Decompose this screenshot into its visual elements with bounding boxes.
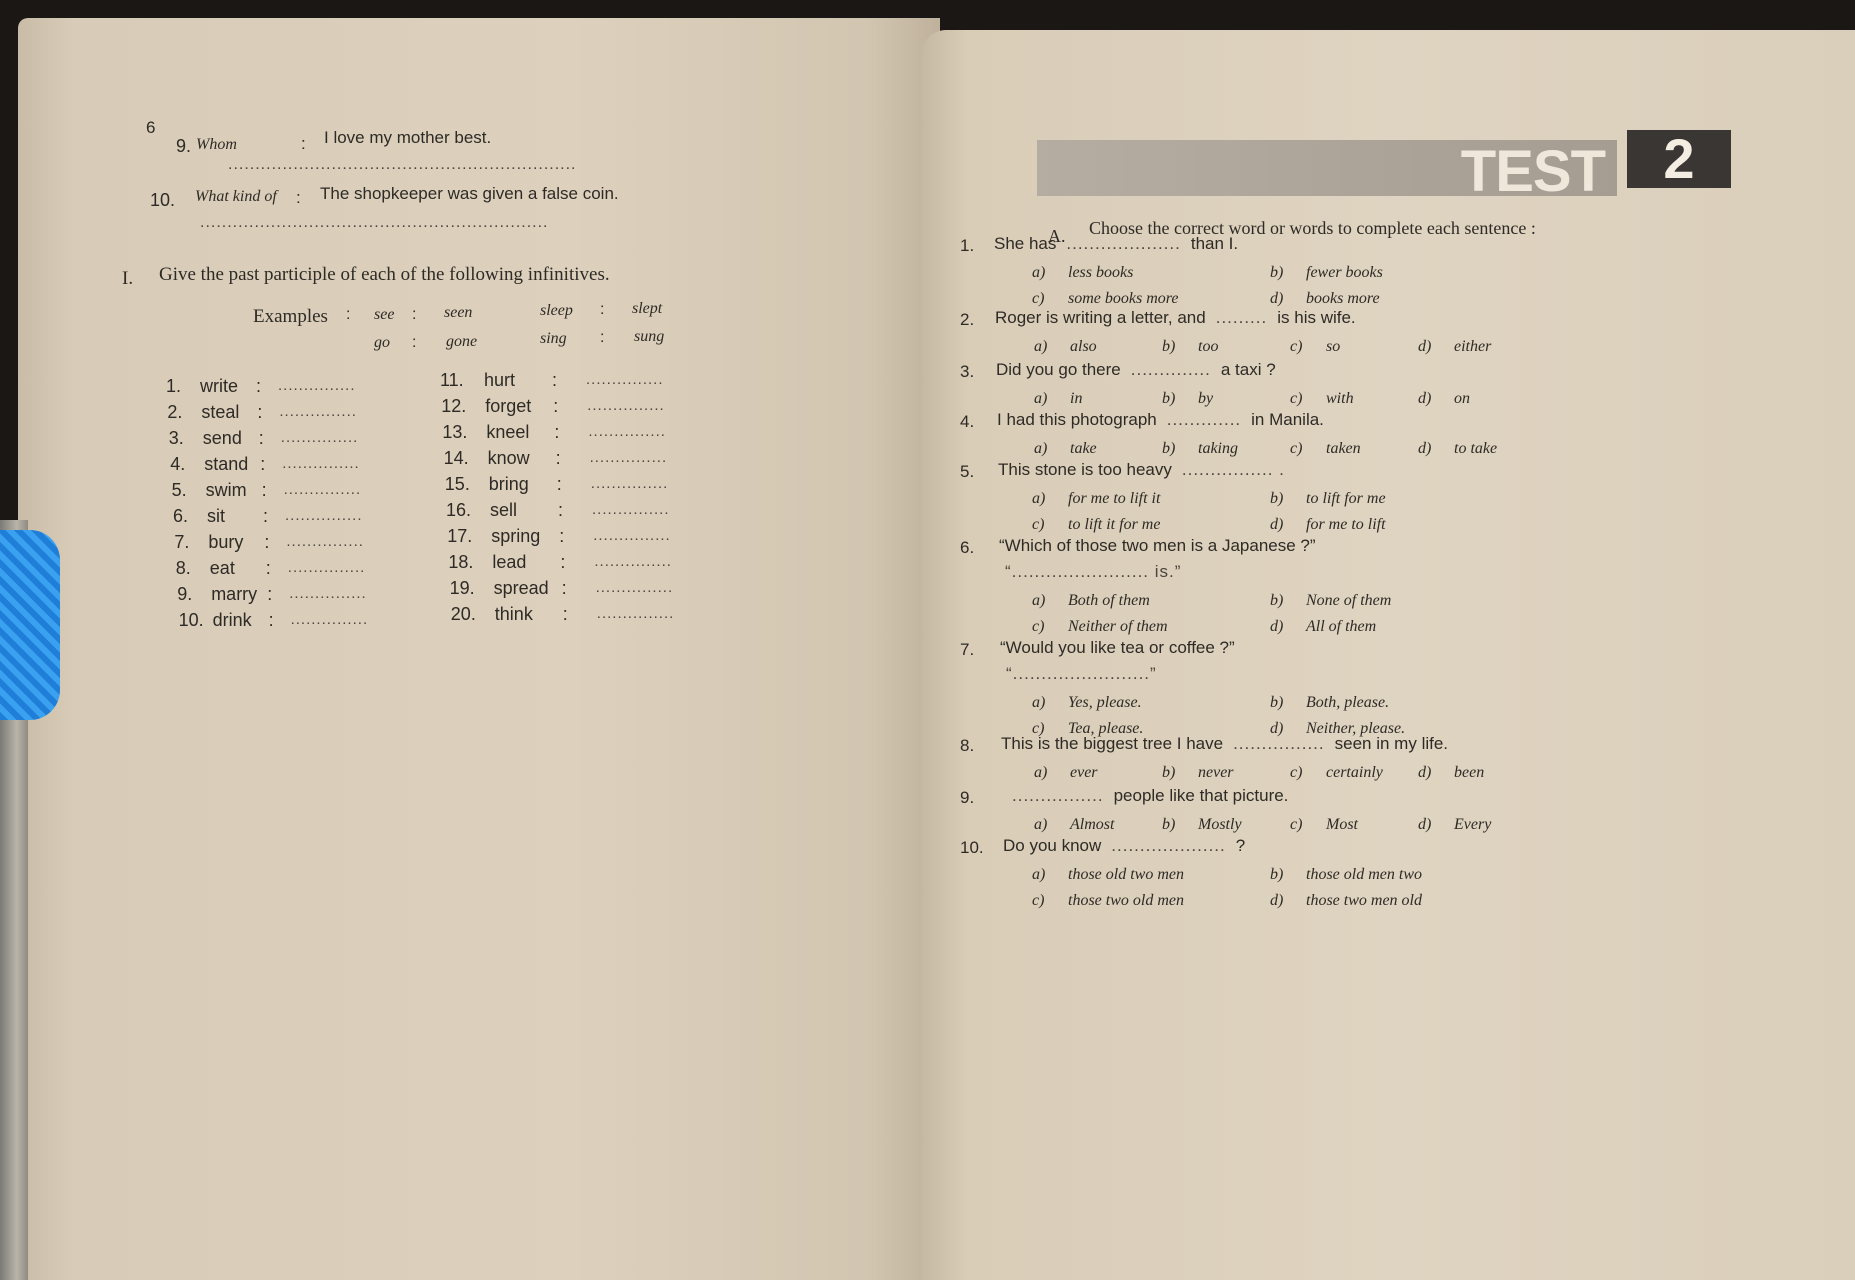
option-letter: c) xyxy=(1032,516,1045,533)
option-letter: d) xyxy=(1418,338,1432,355)
answer-blank: ............... xyxy=(287,559,366,576)
verb-number: 3. xyxy=(168,428,184,448)
example-infinitive: go xyxy=(374,334,390,351)
answer-line: ................................................................ xyxy=(200,214,549,231)
answer-blank: ............... xyxy=(285,507,363,524)
sentence-start: She has xyxy=(994,234,1057,253)
colon: : xyxy=(263,506,269,526)
verb-number: 8. xyxy=(175,558,191,578)
colon: : xyxy=(555,448,561,468)
option-text: to lift it for me xyxy=(1068,516,1161,533)
option-text: with xyxy=(1326,390,1354,407)
question-sentence xyxy=(998,460,1295,480)
option-letter: a) xyxy=(1032,490,1046,507)
example-participle: seen xyxy=(444,304,473,321)
colon: : xyxy=(257,402,263,422)
colon: : xyxy=(264,532,270,552)
colon: : xyxy=(267,584,273,604)
option-text: for me to lift it xyxy=(1068,490,1161,507)
question-number: 10. xyxy=(960,838,984,857)
item-number: 10. xyxy=(150,190,176,210)
verb-number: 14. xyxy=(443,448,469,468)
verb-number: 15. xyxy=(444,474,470,494)
option-text: to lift for me xyxy=(1306,490,1386,507)
option-letter: a) xyxy=(1032,694,1046,711)
verb-infinitive: sell xyxy=(490,500,518,520)
answer-blank: ............... xyxy=(290,611,369,628)
option-letter: c) xyxy=(1290,440,1303,457)
colon: : xyxy=(559,526,565,546)
option-letter: a) xyxy=(1032,866,1046,883)
option-letter: d) xyxy=(1270,720,1284,737)
answer-blank: .............. xyxy=(1130,360,1211,379)
answer-blank: ................ xyxy=(1012,786,1104,805)
verb-infinitive: steal xyxy=(201,402,240,422)
option-text: None of them xyxy=(1306,592,1392,609)
colon: : xyxy=(268,610,274,630)
option-text: Most xyxy=(1326,816,1358,833)
sentence-start: “Which of those two men is a Japanese ?” xyxy=(999,536,1316,555)
answer-blank: ............... xyxy=(279,403,357,420)
option-text: taking xyxy=(1198,440,1238,457)
option-letter: c) xyxy=(1032,720,1045,737)
answer-blank: ......... xyxy=(1215,308,1268,327)
verb-number: 18. xyxy=(448,552,474,572)
question-sentence xyxy=(1003,836,1245,856)
verb-infinitive: spread xyxy=(493,578,549,598)
answer-blank: ............... xyxy=(289,585,367,602)
question-sentence xyxy=(997,410,1324,430)
question-word: What kind of xyxy=(195,188,277,205)
option-text: Mostly xyxy=(1198,816,1242,833)
option-letter: a) xyxy=(1034,764,1048,781)
item-sentence: The shopkeeper was given a false coin. xyxy=(320,184,619,203)
option-letter: d) xyxy=(1418,440,1432,457)
answer-blank: ............... xyxy=(586,371,664,388)
sentence-end: ? xyxy=(1235,836,1246,855)
option-text: never xyxy=(1198,764,1234,781)
option-letter: d) xyxy=(1418,764,1432,781)
colon: : xyxy=(600,329,605,346)
option-text: in xyxy=(1070,390,1083,407)
sentence-end: in Manila. xyxy=(1251,410,1324,429)
example-infinitive: sleep xyxy=(540,302,573,319)
question-sentence xyxy=(1001,734,1448,754)
question-number: 8. xyxy=(960,736,975,755)
test-number: 2 xyxy=(1663,127,1695,190)
option-letter: b) xyxy=(1270,694,1284,711)
answer-blank: ............... xyxy=(589,449,668,466)
option-letter: c) xyxy=(1290,390,1303,407)
verb-number: 7. xyxy=(174,532,190,552)
option-letter: a) xyxy=(1032,264,1046,281)
option-letter: c) xyxy=(1290,764,1303,781)
verb-infinitive: think xyxy=(494,604,533,624)
question-number: 3. xyxy=(960,362,975,381)
option-text: been xyxy=(1454,764,1485,781)
answer-blank: “........................ is.” xyxy=(1005,562,1182,581)
option-text: too xyxy=(1198,338,1219,355)
option-text: also xyxy=(1070,338,1097,355)
sentence-end: than I. xyxy=(1190,234,1239,253)
question-number: 9. xyxy=(960,788,975,807)
option-letter: b) xyxy=(1162,390,1176,407)
colon: : xyxy=(261,480,267,500)
answer-blank: ............... xyxy=(588,423,666,440)
verb-number: 12. xyxy=(441,396,467,416)
section-instruction: Choose the correct word or words to complete each sentence : xyxy=(1089,218,1536,238)
colon: : xyxy=(600,301,605,318)
question-number: 7. xyxy=(960,640,975,659)
verb-infinitive: write xyxy=(200,376,239,396)
verb-infinitive: bring xyxy=(488,474,529,494)
option-text: ever xyxy=(1070,764,1098,781)
colon: : xyxy=(258,428,264,448)
option-text: take xyxy=(1070,440,1097,457)
sentence-end: seen in my life. xyxy=(1334,734,1449,753)
option-letter: c) xyxy=(1032,618,1045,635)
option-letter: b) xyxy=(1162,440,1176,457)
sentence-start: “Would you like tea or coffee ?” xyxy=(1000,638,1235,657)
left-page xyxy=(18,18,940,1280)
answer-blank: ............... xyxy=(280,429,359,446)
option-text: for me to lift xyxy=(1306,516,1386,533)
test-banner xyxy=(1037,139,1617,204)
colon: : xyxy=(256,376,262,396)
verb-number: 19. xyxy=(449,578,475,598)
option-letter: c) xyxy=(1032,290,1045,307)
option-text: less books xyxy=(1068,264,1134,281)
section-label: I. xyxy=(122,268,134,289)
answer-blank: ............... xyxy=(282,455,360,472)
example-infinitive: sing xyxy=(540,330,567,347)
colon: : xyxy=(560,552,566,572)
test-number-box xyxy=(1627,127,1731,190)
colon: : xyxy=(562,604,568,624)
colon: : xyxy=(412,306,417,323)
answer-blank: ............. xyxy=(1166,410,1242,429)
page-number: 6 xyxy=(146,118,156,137)
verb-infinitive: send xyxy=(202,428,242,448)
option-text: either xyxy=(1454,338,1492,355)
question-sentence xyxy=(995,308,1356,328)
sentence-start: Did you go there xyxy=(996,360,1121,379)
option-text: Both of them xyxy=(1068,592,1150,609)
colon: : xyxy=(554,422,560,442)
option-text: those two old men xyxy=(1068,892,1184,909)
question-number: 2. xyxy=(960,310,975,329)
question-sentence xyxy=(999,536,1336,556)
option-letter: b) xyxy=(1162,816,1176,833)
verb-infinitive: swim xyxy=(205,480,247,500)
option-letter: b) xyxy=(1270,264,1284,281)
sentence-end: a taxi ? xyxy=(1220,360,1276,379)
option-text: some books more xyxy=(1068,290,1179,307)
option-letter: c) xyxy=(1290,338,1303,355)
option-letter: c) xyxy=(1290,816,1303,833)
question-number: 1. xyxy=(960,236,975,255)
colon: : xyxy=(346,306,351,323)
colon: : xyxy=(412,334,417,351)
colon: : xyxy=(553,396,559,416)
question-number: 5. xyxy=(960,462,975,481)
colon: : xyxy=(558,500,564,520)
sentence-end: is his wife. xyxy=(1277,308,1356,327)
answer-blank: ................ . xyxy=(1181,460,1285,479)
verb-number: 17. xyxy=(447,526,473,546)
option-text: those two men old xyxy=(1306,892,1422,909)
option-text: fewer books xyxy=(1306,264,1383,281)
option-text: Tea, please. xyxy=(1068,720,1144,737)
option-text: by xyxy=(1198,390,1214,407)
option-text: Both, please. xyxy=(1306,694,1390,711)
example-participle: gone xyxy=(446,333,478,350)
answer-line: ................................................................ xyxy=(228,156,577,173)
verb-infinitive: forget xyxy=(485,396,532,416)
answer-blank: .................... xyxy=(1066,234,1181,253)
option-text: Every xyxy=(1454,816,1492,833)
option-letter: d) xyxy=(1270,290,1284,307)
option-letter: c) xyxy=(1032,892,1045,909)
option-letter: b) xyxy=(1162,764,1176,781)
example-participle: slept xyxy=(632,300,663,317)
sentence-start: Do you know xyxy=(1003,836,1102,855)
verb-infinitive: spring xyxy=(491,526,541,546)
option-text: so xyxy=(1326,338,1341,355)
option-text: taken xyxy=(1326,440,1361,457)
option-text: Almost xyxy=(1070,816,1115,833)
verb-number: 6. xyxy=(173,506,189,526)
verb-infinitive: kneel xyxy=(486,422,530,442)
verb-infinitive: stand xyxy=(204,454,249,474)
section-label: A. xyxy=(1048,226,1066,246)
colon: : xyxy=(552,370,558,390)
option-letter: d) xyxy=(1418,390,1432,407)
answer-blank: ............... xyxy=(283,481,362,498)
example-participle: sung xyxy=(634,328,665,345)
verb-number: 11. xyxy=(440,370,464,390)
question-sentence xyxy=(994,234,1238,254)
examples-label: Examples xyxy=(253,306,328,327)
right-page xyxy=(922,30,1855,1280)
section-instruction: Give the past participle of each of the following infinitives. xyxy=(159,264,610,285)
option-letter: b) xyxy=(1270,866,1284,883)
option-text: on xyxy=(1454,390,1470,407)
test-title: TEST xyxy=(1460,139,1605,204)
verb-infinitive: lead xyxy=(492,552,527,572)
answer-blank: ............... xyxy=(593,527,671,544)
verb-number: 20. xyxy=(450,604,476,624)
sentence-start: I had this photograph xyxy=(997,410,1157,429)
option-letter: a) xyxy=(1034,390,1048,407)
verb-infinitive: drink xyxy=(212,610,252,630)
item-sentence: I love my mother best. xyxy=(324,128,492,147)
sentence-start: Roger is writing a letter, and xyxy=(995,308,1206,327)
option-letter: a) xyxy=(1032,592,1046,609)
verb-number: 1. xyxy=(166,376,182,396)
item-number: 9. xyxy=(176,136,192,156)
option-text: All of them xyxy=(1306,618,1377,635)
verb-number: 13. xyxy=(442,422,468,442)
question-word: Whom xyxy=(196,136,237,153)
verb-infinitive: marry xyxy=(211,584,258,604)
option-text: to take xyxy=(1454,440,1498,457)
answer-blank: ............... xyxy=(286,533,364,550)
option-letter: a) xyxy=(1034,440,1048,457)
question-number: 6. xyxy=(960,538,975,557)
answer-blank: “........................” xyxy=(1006,664,1157,683)
option-text: Neither, please. xyxy=(1306,720,1406,737)
colon: : xyxy=(296,188,301,207)
verb-number: 5. xyxy=(171,480,187,500)
verb-number: 9. xyxy=(177,584,193,604)
answer-blank: ............... xyxy=(594,553,672,570)
option-text: books more xyxy=(1306,290,1380,307)
answer-blank: ............... xyxy=(278,377,356,394)
verb-number: 4. xyxy=(170,454,186,474)
option-letter: d) xyxy=(1270,618,1284,635)
verb-infinitive: know xyxy=(487,448,530,468)
option-letter: b) xyxy=(1270,592,1284,609)
sentence-end: people like that picture. xyxy=(1113,786,1289,805)
question-sentence xyxy=(1002,786,1288,806)
sentence-start: This stone is too heavy xyxy=(998,460,1172,479)
blue-bookmark-tab xyxy=(0,530,60,720)
option-text: those old two men xyxy=(1068,866,1184,883)
verb-number: 16. xyxy=(446,500,472,520)
question-number: 4. xyxy=(960,412,975,431)
question-sentence xyxy=(996,360,1276,380)
answer-blank: ............... xyxy=(590,475,669,492)
colon: : xyxy=(561,578,567,598)
answer-blank: ............... xyxy=(596,605,675,622)
option-letter: d) xyxy=(1418,816,1432,833)
option-text: certainly xyxy=(1326,764,1383,781)
option-letter: b) xyxy=(1162,338,1176,355)
colon: : xyxy=(556,474,562,494)
sentence-start: This is the biggest tree I have xyxy=(1001,734,1224,753)
option-letter: d) xyxy=(1270,892,1284,909)
option-text: Neither of them xyxy=(1068,618,1168,635)
answer-blank: ............... xyxy=(592,501,670,518)
verb-infinitive: bury xyxy=(208,532,244,552)
question-sentence xyxy=(1000,638,1255,658)
verb-infinitive: eat xyxy=(209,558,235,578)
verb-infinitive: hurt xyxy=(484,370,516,390)
answer-blank: ............... xyxy=(595,579,674,596)
option-letter: d) xyxy=(1270,516,1284,533)
colon: : xyxy=(301,134,306,153)
verb-number: 10. xyxy=(178,610,204,630)
verb-number: 2. xyxy=(167,402,183,422)
option-text: Yes, please. xyxy=(1068,694,1142,711)
answer-blank: .................... xyxy=(1111,836,1226,855)
colon: : xyxy=(265,558,271,578)
answer-blank: ............... xyxy=(587,397,665,414)
example-infinitive: see xyxy=(374,306,395,323)
answer-blank: ................ xyxy=(1233,734,1325,753)
option-letter: a) xyxy=(1034,816,1048,833)
option-text: those old men two xyxy=(1306,866,1422,883)
option-letter: a) xyxy=(1034,338,1048,355)
option-letter: b) xyxy=(1270,490,1284,507)
verb-infinitive: sit xyxy=(207,506,225,526)
colon: : xyxy=(260,454,266,474)
